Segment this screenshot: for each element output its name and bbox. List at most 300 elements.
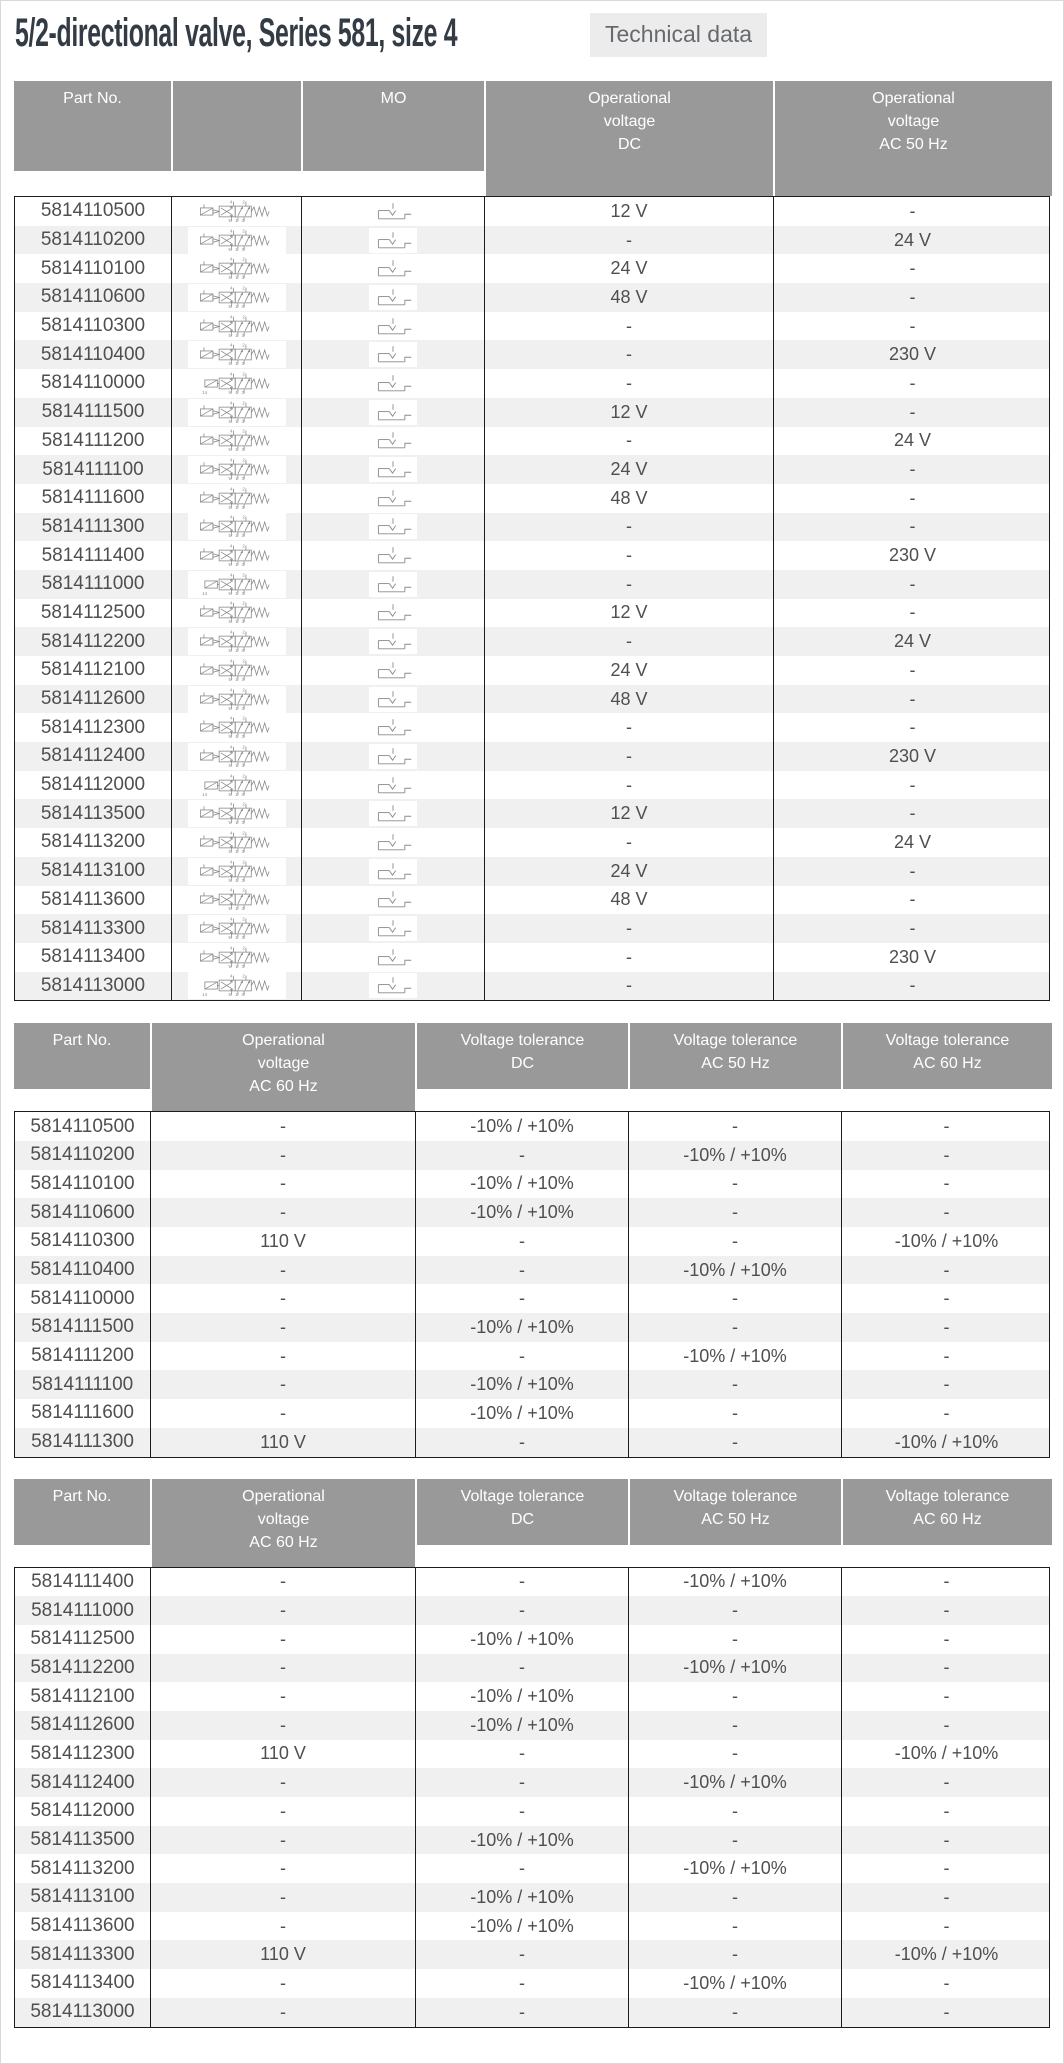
ac60-voltage-value: - (150, 1284, 415, 1313)
tolerance-ac50-value: - (628, 1682, 841, 1711)
part-number: 5814110400 (30, 1259, 135, 1281)
col-header-part-no: Part No. (14, 1479, 150, 1545)
mo-cell (301, 455, 484, 484)
mo-cell (301, 742, 484, 771)
manual-override-icon (369, 228, 417, 253)
tolerance-ac50-value: - (628, 1284, 841, 1313)
tolerance-ac50-value: - (628, 1625, 841, 1654)
tolerance-dc-value: - (415, 1428, 628, 1457)
tolerance-ac60-value: - (841, 1826, 1051, 1855)
col-header-voltage-tolerance-ac60: Voltage tolerance AC 60 Hz (841, 1023, 1052, 1089)
tolerance-ac60-value: - (841, 1682, 1051, 1711)
tolerance-ac50-value: -10% / +10% (628, 1654, 841, 1683)
tolerance-ac60-value: - (841, 1370, 1051, 1399)
dc-voltage-value: 12 V (484, 599, 773, 628)
valve-symbol-cell (171, 541, 301, 570)
tolerance-ac60-value: - (841, 1284, 1051, 1313)
tolerance-ac60-value: - (841, 1399, 1051, 1428)
valve-schematic-icon (188, 628, 286, 655)
part-number: 5814111100 (31, 1373, 134, 1395)
col-header-voltage-tolerance-dc: Voltage tolerance DC (415, 1479, 628, 1545)
part-number: 5814112000 (40, 774, 146, 796)
manual-override-icon (369, 973, 417, 998)
manual-override-icon (369, 457, 417, 482)
table-row (15, 1998, 1049, 2027)
part-number: 5814110300 (40, 315, 146, 337)
table-row (15, 1826, 1049, 1855)
col-header-operational-voltage-dc: Operational voltage DC (484, 81, 773, 196)
valve-schematic-icon (188, 915, 286, 942)
part-number: 5814111600 (41, 487, 145, 509)
tolerance-ac60-value: - (841, 1596, 1051, 1625)
ac60-voltage-value: - (150, 1797, 415, 1826)
part-number: 5814111400 (31, 1570, 134, 1592)
valve-schematic-icon (188, 829, 286, 856)
dc-voltage-value: - (484, 427, 773, 456)
part-number: 5814113000 (30, 2001, 135, 2023)
part-number: 5814110000 (30, 1287, 135, 1309)
ac50-voltage-value: - (773, 570, 1051, 599)
mo-cell (301, 599, 484, 628)
table-row (15, 340, 1049, 369)
part-number: 5814111600 (31, 1402, 134, 1424)
table-row (15, 742, 1049, 771)
dc-voltage-value: 12 V (484, 398, 773, 427)
valve-symbol-cell (171, 427, 301, 456)
tolerance-ac60-value: - (841, 1625, 1051, 1654)
tolerance-ac50-value: - (628, 1998, 841, 2027)
valve-schematic-icon (188, 944, 286, 971)
tolerance-dc-value: -10% / +10% (415, 1112, 628, 1141)
valve-symbol-cell (171, 254, 301, 283)
tolerance-ac50-value: - (628, 1740, 841, 1769)
tolerance-dc-value: -10% / +10% (415, 1313, 628, 1342)
tolerance-ac60-value: - (841, 1797, 1051, 1826)
mo-cell (301, 943, 484, 972)
table-row (15, 398, 1049, 427)
part-number: 5814111200 (41, 429, 145, 451)
mo-cell (301, 312, 484, 341)
dc-voltage-value: - (484, 914, 773, 943)
manual-override-icon (369, 887, 417, 912)
dc-voltage-value: - (484, 828, 773, 857)
part-number: 5814113300 (40, 917, 146, 939)
mo-cell (301, 570, 484, 599)
tolerance-ac50-value: -10% / +10% (628, 1568, 841, 1597)
table-row (15, 886, 1049, 915)
manual-override-icon (369, 629, 417, 654)
col-header-voltage-tolerance-dc: Voltage tolerance DC (415, 1023, 628, 1089)
part-number: 5814110300 (30, 1230, 135, 1252)
valve-schematic-icon (188, 886, 286, 913)
tolerance-dc-value: - (415, 1998, 628, 2027)
ac50-voltage-value: - (773, 685, 1051, 714)
part-number: 5814113600 (30, 1915, 135, 1937)
part-number: 5814112300 (30, 1742, 135, 1764)
valve-symbol-cell (171, 226, 301, 255)
valve-schematic-icon (188, 255, 286, 282)
tolerance-ac50-value: -10% / +10% (628, 1342, 841, 1371)
voltage-table (14, 81, 1050, 1001)
ac50-voltage-value: 24 V (773, 828, 1051, 857)
valve-schematic-icon (188, 772, 286, 799)
table-row (15, 484, 1049, 513)
tolerance-ac50-value: - (628, 1912, 841, 1941)
tolerance-dc-value: - (415, 1141, 628, 1170)
voltage-table-body (14, 196, 1050, 1001)
col-header-mo: MO (301, 81, 484, 171)
table-row (15, 1625, 1049, 1654)
table-row (15, 197, 1049, 226)
tolerance-ac60-value: - (841, 1112, 1051, 1141)
ac60-voltage-value: - (150, 1969, 415, 1998)
tolerance-ac50-value: -10% / +10% (628, 1854, 841, 1883)
dc-voltage-value: 24 V (484, 656, 773, 685)
tolerance-ac50-value: - (628, 1940, 841, 1969)
valve-schematic-icon (188, 284, 286, 311)
valve-symbol-cell (171, 312, 301, 341)
table-row (15, 1399, 1049, 1428)
dc-voltage-value: 12 V (484, 197, 773, 226)
valve-schematic-icon (188, 571, 286, 598)
tolerance-dc-value: -10% / +10% (415, 1682, 628, 1711)
mo-cell (301, 427, 484, 456)
table-row (15, 513, 1049, 542)
mo-cell (301, 369, 484, 398)
ac50-voltage-value: - (773, 857, 1051, 886)
tolerance-dc-value: - (415, 1256, 628, 1285)
ac50-voltage-value: - (773, 254, 1051, 283)
manual-override-icon (369, 801, 417, 826)
tolerance-table-1-body (14, 1111, 1050, 1457)
part-number: 5814110000 (40, 372, 146, 394)
ac50-voltage-value: - (773, 713, 1051, 742)
page-title-text: 5/2-directional valve, Series 581, size 4 (15, 11, 458, 55)
dc-voltage-value: - (484, 340, 773, 369)
part-number: 5814111500 (31, 1316, 134, 1338)
manual-override-icon (369, 428, 417, 453)
mo-cell (301, 799, 484, 828)
manual-override-icon (369, 830, 417, 855)
valve-symbol-cell (171, 857, 301, 886)
table-row (15, 857, 1049, 886)
col-header-part-no: Part No. (14, 1023, 150, 1089)
table-row (15, 1256, 1049, 1285)
ac50-voltage-value: - (773, 513, 1051, 542)
valve-symbol-cell (171, 340, 301, 369)
table-row (15, 541, 1049, 570)
ac50-voltage-value: - (773, 799, 1051, 828)
tolerance-ac50-value: - (628, 1797, 841, 1826)
mo-cell (301, 713, 484, 742)
dc-voltage-value: 24 V (484, 455, 773, 484)
table-row (15, 226, 1049, 255)
table-row (15, 972, 1049, 1001)
part-number: 5814110400 (40, 343, 146, 365)
dc-voltage-value: - (484, 541, 773, 570)
manual-override-icon (369, 314, 417, 339)
manual-override-icon (369, 342, 417, 367)
ac50-voltage-value: - (773, 398, 1051, 427)
tolerance-dc-value: -10% / +10% (415, 1826, 628, 1855)
valve-schematic-icon (188, 341, 286, 368)
tolerance-ac60-value: -10% / +10% (841, 1940, 1051, 1969)
table-row (15, 1883, 1049, 1912)
manual-override-icon (369, 715, 417, 740)
tolerance-table-1 (14, 1023, 1050, 1457)
part-number: 5814112200 (30, 1656, 135, 1678)
ac50-voltage-value: - (773, 599, 1051, 628)
part-number: 5814112600 (30, 1714, 135, 1736)
valve-symbol-cell (171, 828, 301, 857)
tolerance-ac50-value: -10% / +10% (628, 1768, 841, 1797)
table-row (15, 1313, 1049, 1342)
tolerance-ac50-value: - (628, 1313, 841, 1342)
tolerance-ac60-value: -10% / +10% (841, 1428, 1051, 1457)
ac50-voltage-value: - (773, 369, 1051, 398)
manual-override-icon (369, 744, 417, 769)
manual-override-icon (369, 600, 417, 625)
part-number: 5814113500 (40, 802, 146, 824)
ac50-voltage-value: 230 V (773, 943, 1051, 972)
ac60-voltage-value: - (150, 1112, 415, 1141)
table-row (15, 799, 1049, 828)
table-row (15, 1141, 1049, 1170)
tolerance-dc-value: - (415, 1854, 628, 1883)
tolerance-ac60-value: - (841, 1198, 1051, 1227)
table-row (15, 1170, 1049, 1199)
dc-voltage-value: - (484, 972, 773, 1001)
table-row (15, 1768, 1049, 1797)
ac60-voltage-value: - (150, 1768, 415, 1797)
table-row (15, 1969, 1049, 1998)
manual-override-icon (369, 687, 417, 712)
part-number: 5814110200 (40, 229, 146, 251)
ac50-voltage-value: - (773, 455, 1051, 484)
dc-voltage-value: - (484, 771, 773, 800)
table-row (15, 1940, 1049, 1969)
tolerance-dc-value: - (415, 1768, 628, 1797)
tolerance-ac60-value: - (841, 1654, 1051, 1683)
valve-schematic-icon (188, 513, 286, 540)
dc-voltage-value: 48 V (484, 685, 773, 714)
subtitle-badge (590, 13, 767, 57)
valve-symbol-cell (171, 398, 301, 427)
mo-cell (301, 857, 484, 886)
part-number: 5814111400 (41, 544, 145, 566)
mo-cell (301, 886, 484, 915)
ac50-voltage-value: 230 V (773, 742, 1051, 771)
manual-override-icon (369, 285, 417, 310)
table-row (15, 1596, 1049, 1625)
ac60-voltage-value: - (150, 1596, 415, 1625)
ac60-voltage-value: - (150, 1883, 415, 1912)
col-header-voltage-tolerance-ac60: Voltage tolerance AC 60 Hz (841, 1479, 1052, 1545)
valve-schematic-icon (188, 657, 286, 684)
manual-override-icon (369, 916, 417, 941)
table-row (15, 1342, 1049, 1371)
manual-override-icon (369, 572, 417, 597)
valve-symbol-cell (171, 799, 301, 828)
valve-symbol-cell (171, 513, 301, 542)
part-number: 5814110100 (30, 1172, 135, 1194)
ac60-voltage-value: - (150, 1342, 415, 1371)
part-number: 5814112000 (30, 1800, 135, 1822)
part-number: 5814113600 (40, 888, 146, 910)
table-row (15, 369, 1049, 398)
ac50-voltage-value: 24 V (773, 226, 1051, 255)
tolerance-ac60-value: - (841, 1854, 1051, 1883)
dc-voltage-value: - (484, 312, 773, 341)
part-number: 5814112100 (30, 1685, 135, 1707)
tolerance-ac60-value: - (841, 1256, 1051, 1285)
ac60-voltage-value: - (150, 1141, 415, 1170)
ac60-voltage-value: 110 V (150, 1740, 415, 1769)
manual-override-icon (369, 543, 417, 568)
tolerance-ac50-value: - (628, 1711, 841, 1740)
tolerance-dc-value: - (415, 1654, 628, 1683)
mo-cell (301, 656, 484, 685)
valve-symbol-cell (171, 197, 301, 226)
ac60-voltage-value: - (150, 1912, 415, 1941)
col-header-operational-voltage-ac50: Operational voltage AC 50 Hz (773, 81, 1052, 196)
tolerance-table-2-body (14, 1567, 1050, 2028)
part-number: 5814113200 (40, 831, 146, 853)
manual-override-icon (369, 486, 417, 511)
valve-schematic-icon (188, 542, 286, 569)
tolerance-dc-value: -10% / +10% (415, 1399, 628, 1428)
tolerance-dc-value: - (415, 1797, 628, 1826)
tolerance-dc-value: -10% / +10% (415, 1912, 628, 1941)
tolerance-table-2 (14, 1479, 1050, 2028)
ac60-voltage-value: - (150, 1313, 415, 1342)
tolerance-ac50-value: - (628, 1399, 841, 1428)
dc-voltage-value: - (484, 369, 773, 398)
table-row (15, 627, 1049, 656)
part-number: 5814111000 (41, 573, 145, 595)
valve-symbol-cell (171, 886, 301, 915)
ac50-voltage-value: 230 V (773, 541, 1051, 570)
table-row (15, 254, 1049, 283)
tolerance-table-1-header (14, 1023, 1050, 1111)
part-number: 5814113500 (30, 1829, 135, 1851)
dc-voltage-value: - (484, 513, 773, 542)
ac60-voltage-value: - (150, 1256, 415, 1285)
valve-schematic-icon (188, 399, 286, 426)
table-row (15, 1682, 1049, 1711)
dc-voltage-value: 48 V (484, 484, 773, 513)
valve-symbol-cell (171, 914, 301, 943)
manual-override-icon (369, 514, 417, 539)
valve-symbol-cell (171, 771, 301, 800)
tolerance-ac50-value: - (628, 1112, 841, 1141)
part-number: 5814110500 (30, 1115, 135, 1137)
tolerance-ac50-value: - (628, 1370, 841, 1399)
part-number: 5814112200 (40, 630, 146, 652)
part-number: 5814113100 (30, 1886, 135, 1908)
valve-schematic-icon (188, 427, 286, 454)
part-number: 5814110600 (40, 286, 146, 308)
valve-schematic-icon (188, 227, 286, 254)
part-number: 5814113200 (30, 1857, 135, 1879)
mo-cell (301, 972, 484, 1001)
ac50-voltage-value: - (773, 484, 1051, 513)
table-row (15, 685, 1049, 714)
part-number: 5814113000 (40, 974, 146, 996)
mo-cell (301, 484, 484, 513)
table-row (15, 1797, 1049, 1826)
table-row (15, 1654, 1049, 1683)
ac60-voltage-value: - (150, 1826, 415, 1855)
part-number: 5814110100 (40, 257, 146, 279)
valve-symbol-cell (171, 627, 301, 656)
valve-schematic-icon (188, 485, 286, 512)
ac60-voltage-value: - (150, 1654, 415, 1683)
valve-schematic-icon (188, 714, 286, 741)
valve-symbol-cell (171, 455, 301, 484)
part-number: 5814112500 (30, 1628, 135, 1650)
tolerance-ac60-value: -10% / +10% (841, 1227, 1051, 1256)
tolerance-dc-value: - (415, 1940, 628, 1969)
ac50-voltage-value: - (773, 886, 1051, 915)
table-row (15, 427, 1049, 456)
mo-cell (301, 627, 484, 656)
ac60-voltage-value: - (150, 1568, 415, 1597)
mo-cell (301, 541, 484, 570)
tolerance-ac60-value: - (841, 1969, 1051, 1998)
tolerance-dc-value: - (415, 1740, 628, 1769)
ac60-voltage-value: - (150, 1170, 415, 1199)
valve-symbol-cell (171, 713, 301, 742)
table-row (15, 1568, 1049, 1597)
part-number: 5814112400 (40, 745, 146, 767)
tolerance-ac60-value: - (841, 1711, 1051, 1740)
dc-voltage-value: 48 V (484, 886, 773, 915)
tolerance-ac60-value: - (841, 1141, 1051, 1170)
table-row (15, 1711, 1049, 1740)
part-number: 5814111100 (42, 458, 144, 480)
tolerance-ac60-value: - (841, 1313, 1051, 1342)
col-header-symbol (171, 81, 301, 171)
part-number: 5814112100 (40, 659, 146, 681)
part-number: 5814111300 (41, 515, 145, 537)
part-number: 5814111000 (31, 1599, 134, 1621)
manual-override-icon (369, 773, 417, 798)
tolerance-ac50-value: -10% / +10% (628, 1969, 841, 1998)
dc-voltage-value: - (484, 627, 773, 656)
table-row (15, 570, 1049, 599)
ac50-voltage-value: - (773, 283, 1051, 312)
manual-override-icon (369, 945, 417, 970)
tolerance-dc-value: - (415, 1342, 628, 1371)
part-number: 5814111200 (31, 1345, 134, 1367)
valve-schematic-icon (188, 456, 286, 483)
ac60-voltage-value: - (150, 1682, 415, 1711)
valve-schematic-icon (188, 370, 286, 397)
ac60-voltage-value: - (150, 1370, 415, 1399)
tolerance-dc-value: -10% / +10% (415, 1370, 628, 1399)
ac60-voltage-value: 110 V (150, 1940, 415, 1969)
tolerance-ac50-value: - (628, 1170, 841, 1199)
valve-schematic-icon (188, 743, 286, 770)
tolerance-ac60-value: - (841, 1883, 1051, 1912)
mo-cell (301, 914, 484, 943)
tolerance-ac60-value: - (841, 1568, 1051, 1597)
tolerance-ac50-value: - (628, 1198, 841, 1227)
table-row (15, 1227, 1049, 1256)
tolerance-ac60-value: - (841, 1768, 1051, 1797)
dc-voltage-value: - (484, 742, 773, 771)
